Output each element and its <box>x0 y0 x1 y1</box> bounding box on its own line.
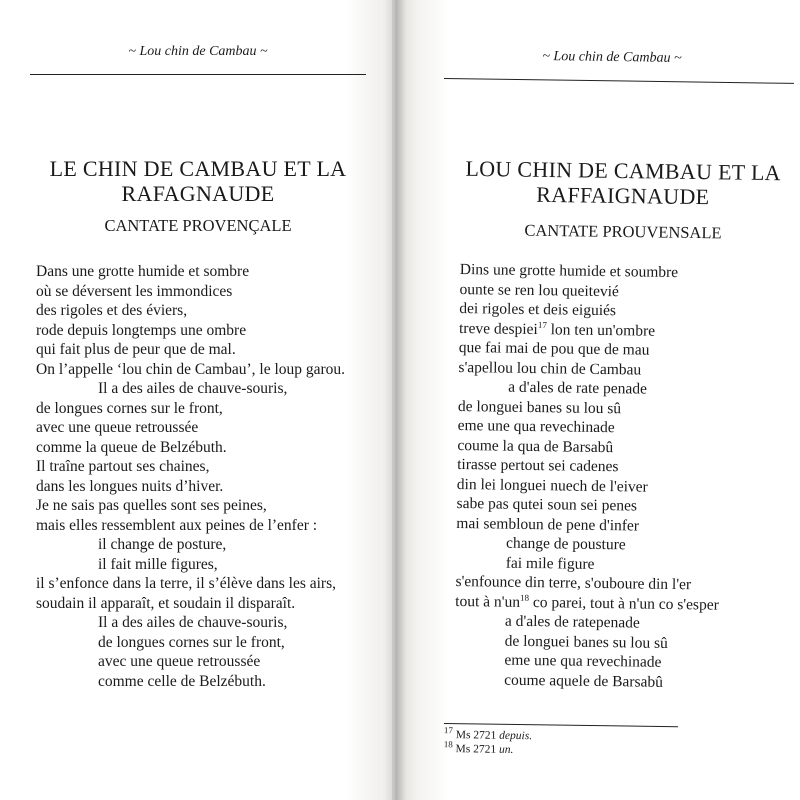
poem-line: rode depuis longtemps une ombre <box>36 321 247 339</box>
poem-line: tout à $n'un^{18}$ co parei, tout à n'un co s'esper <box>455 592 719 614</box>
poem-line: comme la queue de Belzébuth. <box>36 438 227 456</box>
footnote-marker: 18 <box>520 592 530 603</box>
poem-title: LOU CHIN DE CAMBAU ET LA RAFFAIGNAUDE <box>465 155 782 210</box>
footnote: $^{18}$ Ms 2721 un. <box>443 739 514 756</box>
running-head: ~ Lou chin de Cambau ~ <box>128 44 268 59</box>
poem-line: eme une qua revechinade <box>457 416 615 437</box>
left-page <box>0 0 392 800</box>
poem-line: Dans une grotte humide et sombre <box>36 263 250 280</box>
running-head: ~ Lou chin de Cambau ~ <box>542 49 682 66</box>
poem-line: mais elles ressemblent aux peines de l’enfer : <box>36 516 318 534</box>
right-page <box>392 0 800 800</box>
poem-line: treve despiei$^{17}$ lon ten un'ombre <box>458 319 656 340</box>
footnotes <box>443 725 704 760</box>
footnote: $^{17}$ Ms 2721 depuis. <box>443 725 533 743</box>
poem-line: comme celle de Belzébuth. <box>98 672 266 690</box>
poem-line: de longuei banes su lou sû <box>504 632 668 652</box>
poem-line: il fait mille figures, <box>98 555 218 573</box>
poem-line: s'enfounce din terre, s'ouboure din l'er <box>455 572 692 594</box>
poem-line: sabe pas qutei soun sei penes <box>456 494 638 515</box>
poem-subtitle: CANTATE PROUVENSALE <box>524 220 722 243</box>
poem-line: change de pousture <box>505 534 626 554</box>
poem-line: eme une qua revechinade <box>504 651 662 671</box>
poem-line: Il traîne partout ses chaines, <box>36 458 210 475</box>
poem-subtitle: CANTATE PROVENÇALE <box>104 216 292 235</box>
poem-line: de longues cornes sur le front, <box>36 399 223 417</box>
poem-line: où se déversent les immondices <box>36 282 233 300</box>
header-rule <box>444 78 794 84</box>
poem-line: que fai mai de pou que de mau <box>458 338 650 359</box>
poem-line: a d'ales de ratepenade <box>504 612 640 632</box>
header-rule <box>30 74 366 75</box>
book-gutter <box>384 0 406 800</box>
poem-line: Il a des ailes de chauve-souris, <box>98 614 288 631</box>
poem-line: mai sembloun de pene d'infer <box>456 514 640 535</box>
poem-line: qui fait plus de peur que de mal. <box>36 341 236 358</box>
footnote-marker: 17 <box>537 319 547 330</box>
poem-line: a d'ales de rate penade <box>508 378 648 398</box>
poem-line: fai mile figure <box>505 554 595 573</box>
poem-text <box>36 262 386 691</box>
poem-line: s'apellou lou chin de Cambau <box>458 358 642 379</box>
poem-line: soudain il apparaît, et soudain il disparaît. <box>36 594 296 612</box>
poem-line: des rigoles et des éviers, <box>36 302 188 319</box>
poem-line: Il a des ailes de chauve-souris, <box>98 380 288 397</box>
poem-line: avec une queue retroussée <box>98 653 261 670</box>
poem-line: Dins une grotte humide et soumbre <box>459 260 679 282</box>
poem-line: Je ne sais pas quelles sont ses peines, <box>36 497 267 514</box>
poem-line: ounte se ren lou queitevié <box>459 280 619 300</box>
poem-line: avec une queue retroussée <box>36 419 199 436</box>
poem-line: il change de posture, <box>98 536 227 553</box>
poem-line: coume la qua de Barsabû <box>457 436 614 456</box>
poem-line: de longues cornes sur le front, <box>98 633 285 651</box>
poem-line: din lei longuei nuech de l'eiver <box>456 475 648 496</box>
poem-line: dans les longues nuits d’hiver. <box>36 477 224 495</box>
footnote-rule <box>444 723 678 727</box>
poem-title: LE CHIN DE CAMBAU ET LA RAFAGNAUDE <box>49 156 347 206</box>
poem-line: coume aquele de Barsabû <box>504 671 664 691</box>
poem-text <box>454 260 790 694</box>
poem-line: il s’enfonce dans la terre, il s’élève dans les airs, <box>36 575 336 592</box>
poem-line: de longuei banes su lou sû <box>457 397 622 417</box>
poem-line: On l’appelle ‘lou chin de Cambau’, le loup garou. <box>36 360 346 378</box>
poem-line: dei rigoles et deis eiguiés <box>459 299 617 320</box>
poem-line: tirasse pertout sei cadenes <box>457 455 619 476</box>
